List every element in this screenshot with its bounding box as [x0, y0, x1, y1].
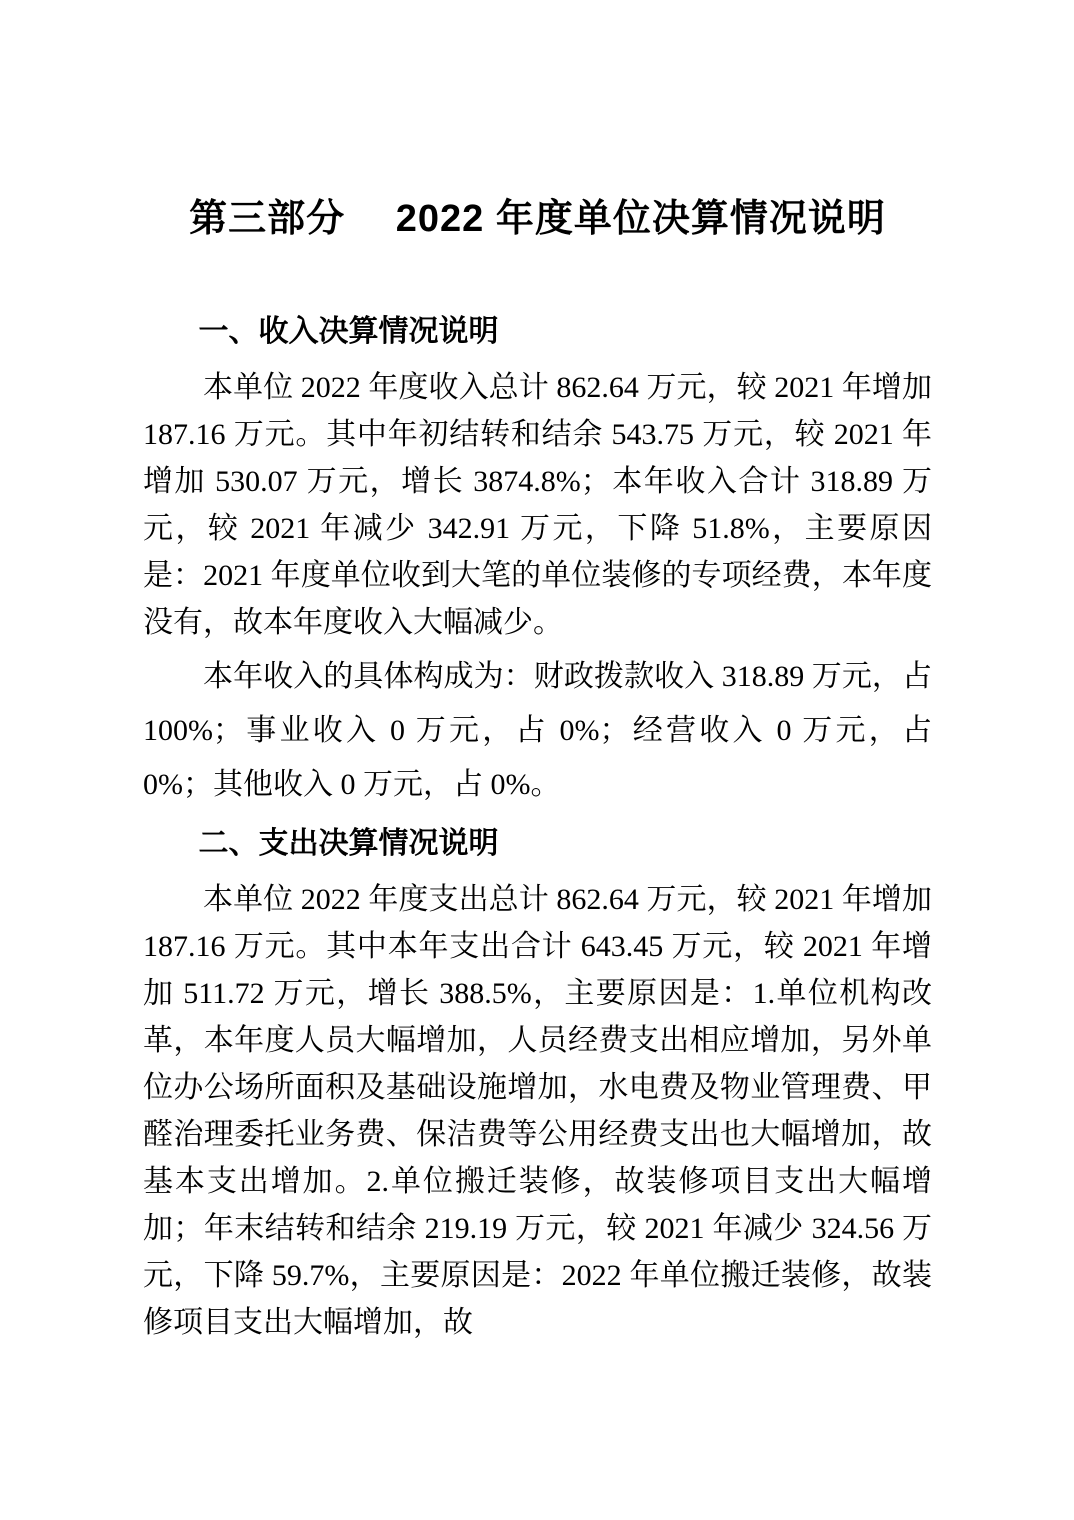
expenditure-summary-paragraph: 本单位 2022 年度支出总计 862.64 万元，较 2021 年增加 187.16 万元。其中本年支出合计 643.45 万元，较 2021 年增加 511.72 万元，增长 388.5%，主要原因是：1.单位机构改革，本年度人员大幅增加，人员经费支出相应增加，另外单位办公场所面积及基础设施增加，水电费及物业管理费、甲醛治理委托业务费、保洁费等公用经费支出也大幅增加，故基本支出增加。2.单位搬迁装修，故装修项目支出大幅增加；年末结转和结余 219.19 万元，较 2021 年减少 324.56 万元，下降 59.7%，主要原因是：2022 年单位搬迁装修，故装修项目支出大幅增加，故	[143, 883, 932, 1339]
income-summary-paragraph: 本单位 2022 年度收入总计 862.64 万元，较 2021 年增加 187.16 万元。其中年初结转和结余 543.75 万元，较 2021 年增加 530.07 万元，增长 3874.8%；本年收入合计 318.89 万元，较 2021 年减少 342.91 万元，下降 51.8%，主要原因是：2021 年度单位收到大笔的单位装修的专项经费，本年度没有，故本年度收入大幅减少。	[143, 371, 932, 639]
section-income-heading: 一、收入决算情况说明	[198, 315, 499, 348]
section-expenditure-heading: 二、支出决算情况说明	[198, 827, 499, 860]
page-title: 第三部分 2022 年度单位决算情况说明	[189, 198, 886, 240]
section-income	[143, 315, 932, 812]
section-expenditure	[143, 827, 932, 1346]
income-composition-paragraph: 本年收入的具体构成为：财政拨款收入 318.89 万元，占 100%；事业收入 0 万元，占 0%；经营收入 0 万元，占 0%；其他收入 0 万元，占 0%。	[143, 660, 932, 801]
